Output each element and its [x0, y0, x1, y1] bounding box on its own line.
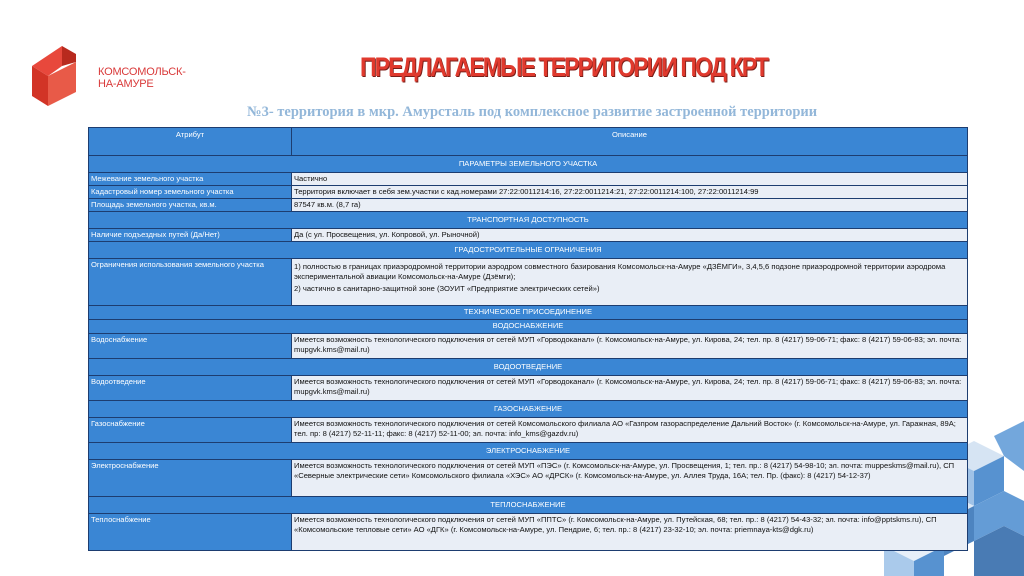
section-water	[89, 320, 968, 334]
row-desc: Имеется возможность технологического подключения от сетей МУП «ПЭС» (г. Комсомольск-на-Амуре, ул. Просвещения, 1; тел. пр.: 8 (4217) 54-98-10; эл. почта: muppeskms@mail.ru), СП «Северные электрические сети» Комсомольского филиала «ХЭС» АО «ДРСК» (г. Комсомольск-на-Амуре, ул. Аллея Труда, 16А; тел. Пр. (факс): 8 (4217) 54-12-37)	[292, 460, 968, 497]
row-attr: Водоотведение	[89, 376, 292, 401]
section-label: ВОДООТВЕДЕНИЕ	[89, 359, 968, 376]
city-logo-text	[98, 66, 186, 90]
table-row	[89, 173, 968, 186]
row-attr: Межевание земельного участка	[89, 173, 292, 186]
restriction-1: 1) полностью в границах приаэродромной территории аэродром совместного базирования Комсомольск-на-Амуре «ДЗЁМГИ», 3,4,5,6 подзоне приаэродромной территории аэродрома экспериментальной авиации Комсомольск-на-Амуре (Дзёмги);	[294, 262, 946, 281]
table-row	[89, 186, 968, 199]
table-row	[89, 229, 968, 242]
row-attr: Площадь земельного участка, кв.м.	[89, 199, 292, 212]
header-desc: Описание	[292, 128, 968, 156]
section-label: ВОДОСНАБЖЕНИЕ	[89, 320, 968, 334]
table-row	[89, 460, 968, 497]
table-row	[89, 514, 968, 551]
section-restrictions	[89, 242, 968, 259]
logo-line-1: КОМСОМОЛЬСК-	[98, 66, 186, 78]
table-row	[89, 376, 968, 401]
row-desc: Территория включает в себя зем.участки с кад.номерами 27:22:0011214:16, 27:22:0011214:21, 27:22:0011214:100, 27:22:0011214:99	[292, 186, 968, 199]
table-row	[89, 418, 968, 443]
row-desc: Да (с ул. Просвещения, ул. Копровой, ул. Рыночной)	[292, 229, 968, 242]
row-attr: Кадастровый номер земельного участка	[89, 186, 292, 199]
section-label: ТЕХНИЧЕСКОЕ ПРИСОЕДИНЕНИЕ	[89, 306, 968, 320]
row-attr: Газоснабжение	[89, 418, 292, 443]
table-row	[89, 259, 968, 306]
section-label: ЭЛЕКТРОСНАБЖЕНИЕ	[89, 443, 968, 460]
row-attr: Ограничения использования земельного участка	[89, 259, 292, 306]
section-label: ТРАНСПОРТНАЯ ДОСТУПНОСТЬ	[89, 212, 968, 229]
logo-line-2: НА-АМУРЕ	[98, 78, 154, 90]
section-tech	[89, 306, 968, 320]
section-label: ГРАДОСТРОИТЕЛЬНЫЕ ОГРАНИЧЕНИЯ	[89, 242, 968, 259]
section-drain	[89, 359, 968, 376]
page-subtitle: №3- территория в мкр. Амурсталь под комплексное развитие застроенной территории	[247, 104, 818, 120]
row-attr: Теплоснабжение	[89, 514, 292, 551]
row-desc: Имеется возможность технологического подключения от сетей МУП «Горводоканал» (г. Комсомольск-на-Амуре, ул. Кирова, 24; тел. пр. 8 (4217) 59-06-71; факс: 8 (4217) 59-06-83; эл. почта: mupgvk.kms@mail.ru)	[292, 376, 968, 401]
section-label: ПАРАМЕТРЫ ЗЕМЕЛЬНОГО УЧАСТКА	[89, 156, 968, 173]
section-params	[89, 156, 968, 173]
section-power	[89, 443, 968, 460]
restriction-2: 2) частично в санитарно-защитной зоне (ЗОУИТ «Предприятие электрических сетей»)	[294, 284, 600, 293]
section-heat	[89, 497, 968, 514]
row-desc: Имеется возможность технологического подключения от сетей МУП «ППТС» (г. Комсомольск-на-Амуре, ул. Путейская, 68; тел. пр.: 8 (4217) 54-43-32; эл. почта: info@pptskms.ru), СП «Комсомольские тепловые сети» АО «ДГК» (г. Комсомольск-на-Амуре, ул. Пендрие, 6; тел. пр.: 8 (4217) 23-32-10; эл. почта: priemnaya-kts@dgk.ru)	[292, 514, 968, 551]
territory-info-table	[88, 127, 968, 551]
table-row	[89, 334, 968, 359]
header-attr: Атрибут	[89, 128, 292, 156]
row-desc: Имеется возможность технологического подключения от сетей Комсомольского филиала АО «Газпром газораспределение Дальний Восток» (г. Комсомольск-на-Амуре, ул. Гаражная, 89А; тел. пр: 8 (4217) 52-11-11; факс: 8 (4217) 52-11-00; эл. почта: info_kms@gazdv.ru)	[292, 418, 968, 443]
section-gas	[89, 401, 968, 418]
section-label: ГАЗОСНАБЖЕНИЕ	[89, 401, 968, 418]
row-attr: Наличие подъездных путей (Да/Нет)	[89, 229, 292, 242]
city-logo	[28, 44, 92, 108]
section-transport	[89, 212, 968, 229]
page-title: ПРЕДЛАГАЕМЫЕ ТЕРРИТОРИИ ПОД КРТ	[360, 52, 768, 82]
row-desc: Имеется возможность технологического подключения от сетей МУП «Горводоканал» (г. Комсомольск-на-Амуре, ул. Кирова, 24; тел. пр. 8 (4217) 59-06-71; факс: 8 (4217) 59-06-83; эл. почта: mupgvk.kms@mail.ru)	[292, 334, 968, 359]
row-attr: Водоснабжение	[89, 334, 292, 359]
row-desc	[292, 259, 968, 306]
row-desc: Частично	[292, 173, 968, 186]
section-label: ТЕПЛОСНАБЖЕНИЕ	[89, 497, 968, 514]
table-row	[89, 199, 968, 212]
row-attr: Электроснабжение	[89, 460, 292, 497]
row-desc: 87547 кв.м. (8,7 га)	[292, 199, 968, 212]
table-header-row	[89, 128, 968, 156]
